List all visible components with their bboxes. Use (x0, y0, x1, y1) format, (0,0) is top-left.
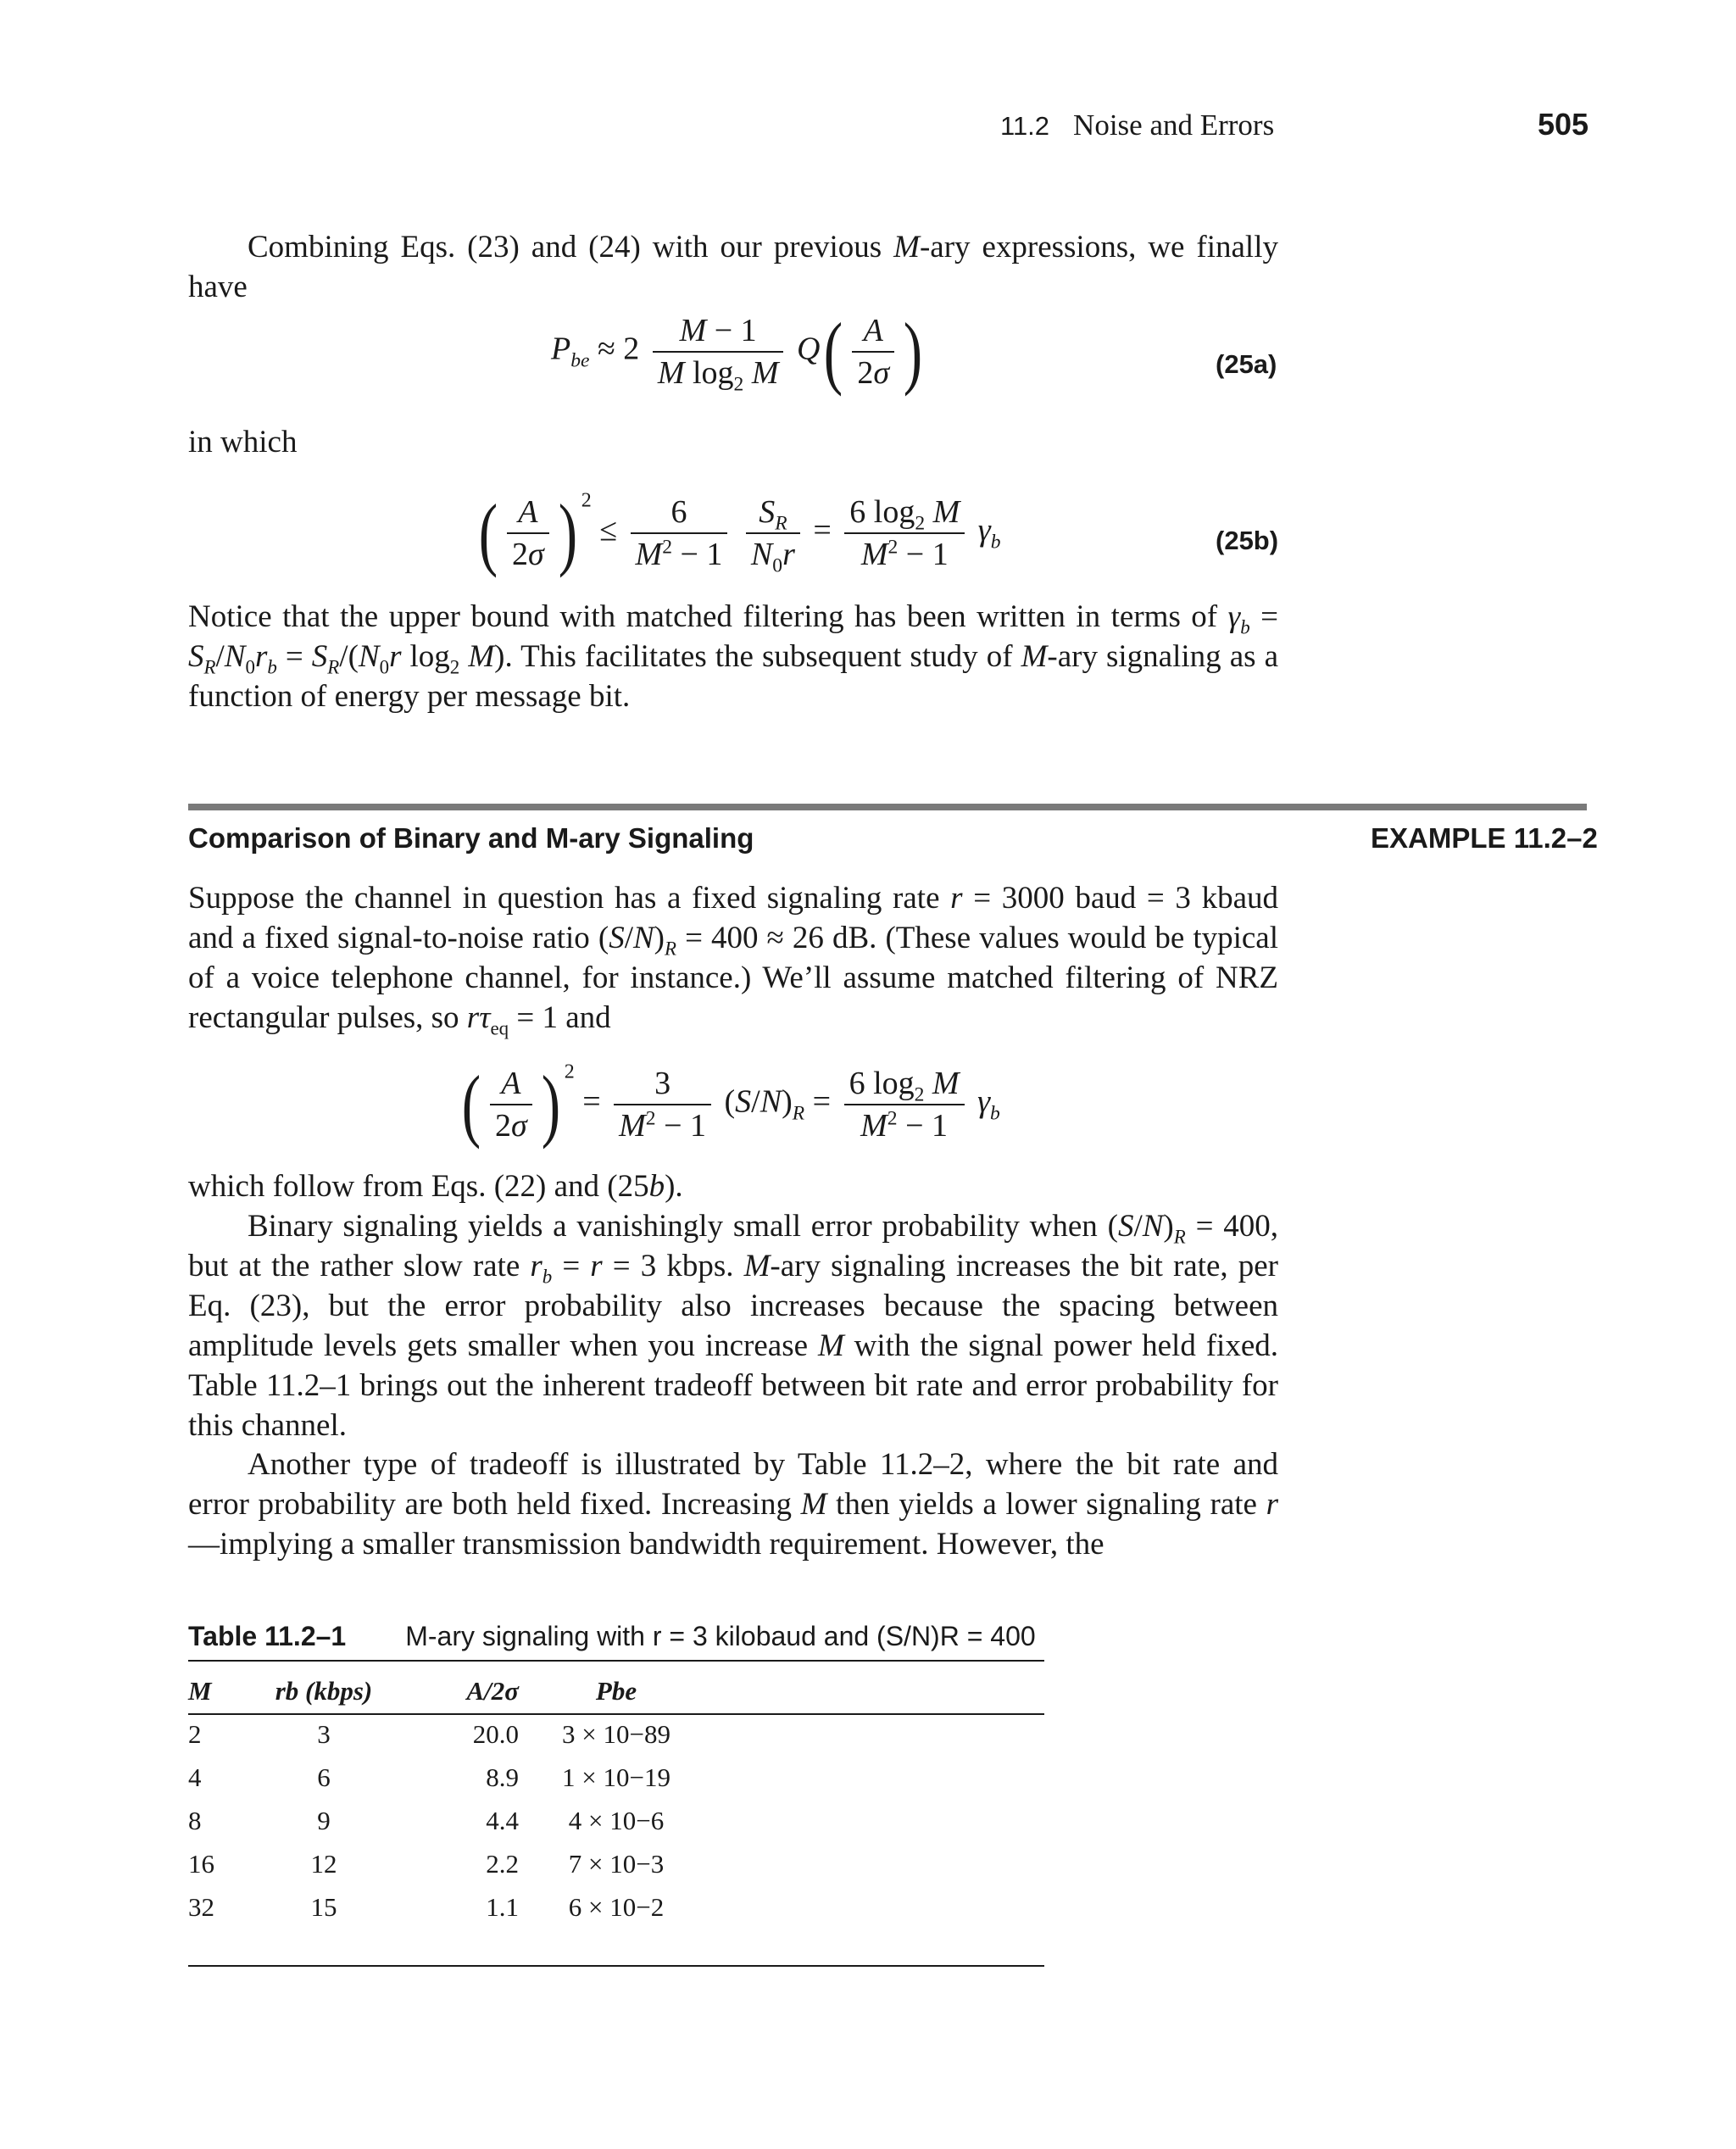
example-title: Comparison of Binary and M-ary Signaling (188, 822, 754, 854)
table-number: Table 11.2–1 (188, 1621, 347, 1651)
intro-paragraph (188, 227, 1278, 307)
notice-text-3: -ary signaling as a function of energy per message bit. (188, 639, 1278, 714)
follow-b: b (648, 1169, 665, 1204)
table-row: 16 12 2.2 7 × 10−3 (188, 1848, 665, 1879)
follow-text-1: which follow from Eqs. (22) and (25 (188, 1169, 649, 1204)
table-row: 8 9 4.4 4 × 10−6 (188, 1805, 665, 1835)
page-number: 505 (1538, 107, 1589, 142)
table-header-row (188, 1670, 1044, 1712)
equation-25b-label: (25b) (1216, 526, 1279, 555)
equation-25b: ( $\frac{A}{2\sigma}$ ) $^2$ ≤ $\frac{6}{M^2 - 1}$ $\frac{S_R}{N_0r}$ = $\frac{6 \log_2 M}{M^2 - 1}$ $\gamma_b$ (478, 487, 1001, 578)
section-number: 11.2 (1000, 111, 1050, 141)
notice-text-2: . This facilitates the subsequent study of (504, 639, 1021, 674)
binary-text-2: = 400, but at the rather slow rate (188, 1209, 1278, 1283)
equation-25a-label: (25a) (1216, 349, 1277, 379)
ex-text-4: = 1 and (509, 1000, 611, 1035)
another-paragraph: Another type of tradeoff is illustrated by Table 11.2–2, where the bit rate and error probability are both held fixed. Increasing M then yields a lower signaling rate r—implying a smaller transmission bandwidth requirement. However, the (188, 1447, 1279, 1562)
another-text-1: Another type of tradeoff is illustrated by Table 11.2–2, where the bit rate and error probability are both held fixed. Increasing (188, 1447, 1278, 1522)
table-header-rule (188, 1713, 1044, 1715)
col-header-m: M (188, 1676, 212, 1706)
binary-text-4: -ary signaling increases the bit rate, per Eq. (23), but the error probability also increases because the spacing between amplitude levels gets smaller when you increase (188, 1249, 1278, 1363)
ex-text-2: = 3000 baud = 3 kbaud and a fixed signal-to-noise ratio (188, 881, 1278, 955)
table-top-rule (188, 1660, 1044, 1662)
another-text-3: —implying a smaller transmission bandwidth requirement. However, the (188, 1527, 1104, 1562)
example-rule (188, 804, 1587, 810)
example-label: EXAMPLE 11.2–2 (1371, 822, 1598, 854)
table-caption (188, 1621, 1036, 1652)
follow-text (188, 1166, 1278, 1206)
binary-text-1: Binary signaling yields a vanishingly small error probability when (248, 1209, 1108, 1244)
col-header-pbe: Pbe (595, 1676, 637, 1706)
data-table (188, 1670, 1044, 1929)
table-row: 32 15 1.1 6 × 10−2 (188, 1891, 665, 1922)
table-row: 4 6 8.9 1 × 10−19 (188, 1762, 670, 1792)
table-caption-text: M-ary signaling with r = 3 kilobaud and (S/N)R = 400 (405, 1621, 1036, 1651)
binary-paragraph: Binary signaling yields a vanishingly small error probability when $(S/N)_R = 400$, but at the rather slow rate $r_b = r = 3$ kbps. M-ary signaling increases the bit rate, per Eq. (23), but the error probability also increases because the spacing between amplitude levels gets smaller when you increase M with the signal power held fixed. Table 11.2–1 brings out the inherent tradeoff between bit rate and error probability for this channel. (188, 1209, 1278, 1443)
col-header-rb: rb (kbps) (275, 1676, 373, 1706)
table-bottom-rule (188, 1965, 1044, 1967)
section-title: Noise and Errors (1073, 109, 1275, 142)
table-row: 2 3 20.0 3 × 10−89 (188, 1718, 670, 1749)
binary-text-5: with the signal power held fixed. Table 11.2–1 brings out the inherent tradeoff between bit rate and error probability for this channel. (188, 1328, 1278, 1443)
binary-text-3: = 3 kbps. (602, 1249, 744, 1283)
intro-text-2: -ary expressions, we finally have (188, 230, 1278, 304)
in-which-text: in which (188, 425, 298, 459)
running-header (1000, 109, 1274, 142)
example-equation: ( $\frac{A}{2\sigma}$ ) $^2$ = $\frac{3}{M^2 - 1}$ $(S/N)_R$ = $\frac{6 \log_2 M}{M^2 - 1}$ $\gamma_b$ (461, 1059, 1000, 1150)
intro-text-1: Combining Eqs. (23) and (24) with our previous (248, 230, 894, 264)
follow-end: ). (665, 1169, 683, 1204)
example-paragraph-1: Suppose the channel in question has a fixed signaling rate r = 3000 baud = 3 kbaud and a fixed signal-to-noise ratio $(S/N)_R = 400 \approx 26$ dB. (These values would be typical of a voice telephone channel, for instance.) We’ll assume matched filtering of NRZ rectangular pulses, so $r\tau_{eq} = 1$ and (188, 881, 1278, 1039)
intro-M: M (893, 230, 920, 264)
another-text-2: then yields a lower signaling rate (826, 1487, 1266, 1522)
notice-text-1: Notice that the upper bound with matched filtering has been written in terms of (188, 599, 1228, 634)
equation-25a: $P_{be} \approx 2$ $\frac{M - 1}{M \log_2 M}$ Q( $\frac{A}{2\sigma}$ ) (551, 306, 923, 397)
ex-text-1: Suppose the channel in question has a fixed signaling rate (188, 881, 951, 916)
ex-text-3: = 400 ≈ 26 dB. (These values would be typical of a voice telephone channel, for instance.) We’ll assume matched filtering of NRZ rectangular pulses, so (188, 921, 1278, 1035)
col-header-a2sigma: A/2σ (466, 1676, 519, 1706)
notice-paragraph: Notice that the upper bound with matched filtering has been written in terms of $\gamma_b = S_R/N_0r_b = S_R/(N_0r$ $\log_2 M$). This facilitates the subsequent study of M-ary signaling as a function of energy per message bit. (188, 599, 1278, 714)
table-body (188, 1712, 1044, 1929)
